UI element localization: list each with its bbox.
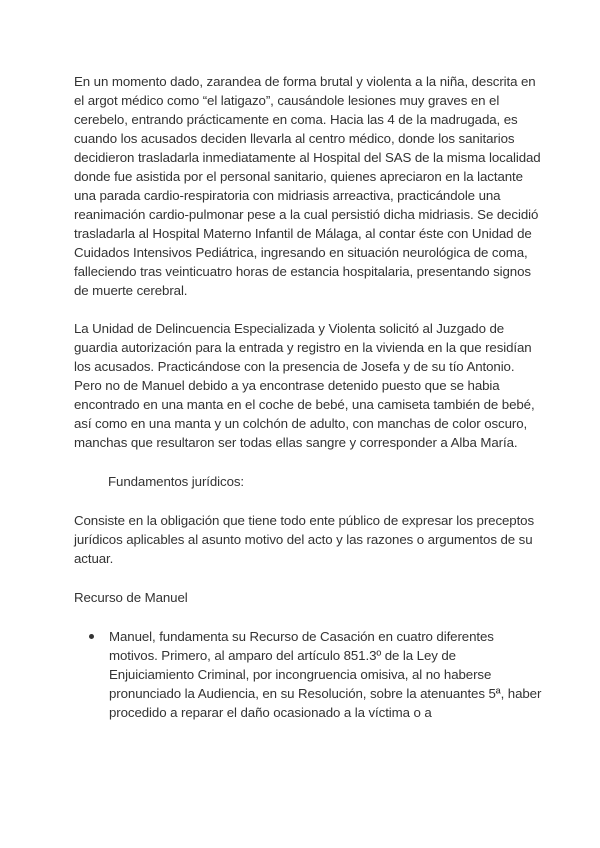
paragraph-hechos-2: La Unidad de Delincuencia Especializada y Violenta solicitó al Juzgado de guardia autorización para la entrada y registro en la vivienda en la que residían los acusados. Practicándose con la presencia de Josefa y de su tío Antonio. Pero no de Manuel debido a ya encontrase detenido puesto que se habia encontrado en una manta en el coche de bebé, una camiseta también de bebé, así como en una manta y un colchón de adulto, con manchas de color oscuro, manchas que resultaron ser todas ellas sangre y corresponder a Alba María.	[74, 321, 535, 450]
paragraph-hechos-1: En un momento dado, zarandea de forma brutal y violenta a la niña, descrita en el argot médico como “el latigazo”, causándole lesiones muy graves en el cerebelo, entrando prácticamente en coma. Hacia las 4 de la madrugada, es cuando los acusados deciden llevarla al centro médico, donde los sanitarios decidieron trasladarla inmediatamente al Hospital del SAS de la misma localidad donde fue asistida por el personal sanitario, quienes apreciaron en la lactante una parada cardio-respiratoria con midriasis arreactiva, practicándole una reanimación cardio-pulmonar pese a la cual persistió dicha midriasis. Se decidió trasladarla al Hospital Materno Infantil de Málaga, al contar éste con Unidad de Cuidados Intensivos Pediátrica, ingresando en situación neurológica de coma, falleciendo tras veinticuatro horas de estancia hospitalaria, presentando signos de muerte cerebral.	[74, 74, 541, 298]
paragraph-fundamentos: Consiste en la obligación que tiene todo ente público de expresar los preceptos jurídicos aplicables al asunto motivo del acto y las razones o argumentos de su actuar.	[74, 513, 535, 566]
heading-fundamentos-juridicos: Fundamentos jurídicos:	[108, 474, 245, 489]
bullet-icon	[89, 634, 94, 639]
bullet-list	[74, 627, 544, 722]
heading-recurso-manuel: Recurso de Manuel	[74, 590, 188, 605]
list-item-text: Manuel, fundamenta su Recurso de Casación en cuatro diferentes motivos. Primero, al amparo del artículo 851.3º de la Ley de Enjuiciamiento Criminal, por incongruencia omisiva, al no haberse pronunciado la Audiencia, en su Resolución, sobre la atenuantes 5ª, haber procedido a reparar el daño ocasionado a la víctima o a	[109, 629, 542, 720]
document-body	[74, 72, 544, 722]
list-item	[74, 627, 544, 722]
